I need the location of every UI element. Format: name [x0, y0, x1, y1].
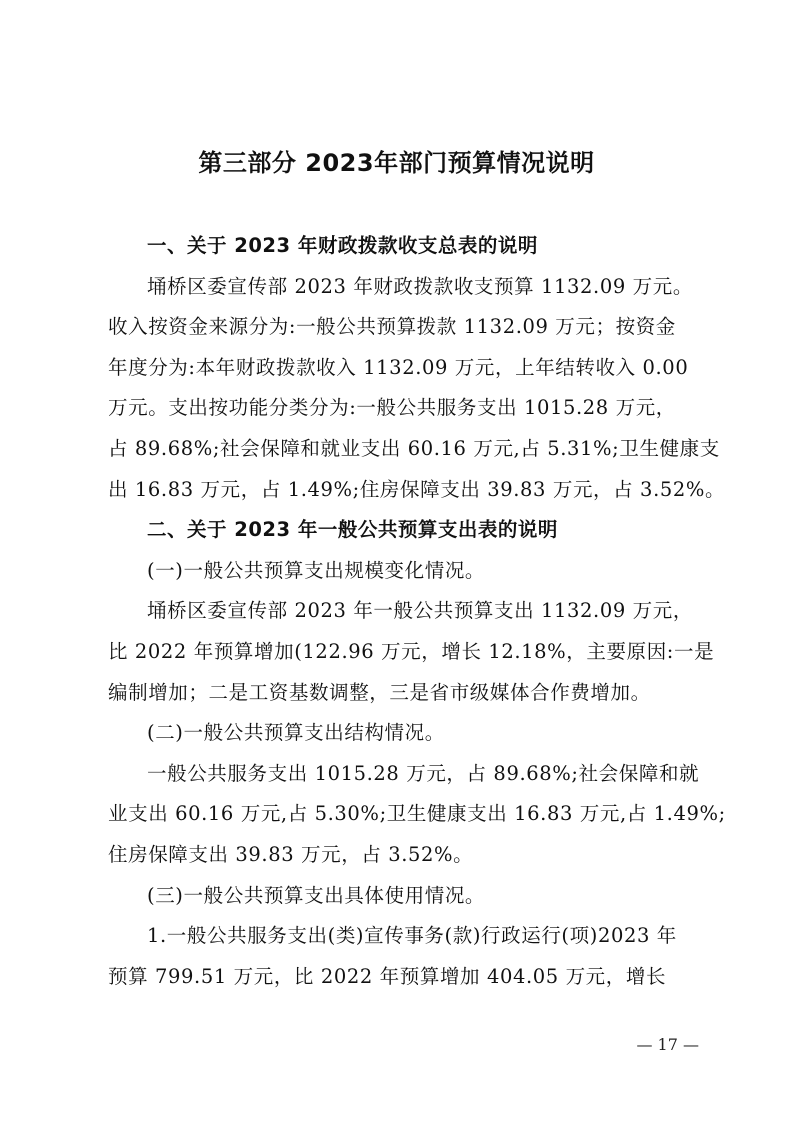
paragraph-line: 万元。支出按功能分类分为:一般公共服务支出 1015.28 万元， — [108, 396, 676, 420]
section-heading: 二、关于 2023 年一般公共预算支出表的说明 — [147, 518, 558, 542]
subsection-heading: (一)一般公共预算支出规模变化情况。 — [147, 558, 486, 582]
paragraph-line: 业支出 60.16 万元,占 5.30%;卫生健康支出 16.83 万元,占 1.49%; — [108, 802, 726, 826]
page-title: 第三部分 2023年部门预算情况说明 — [198, 149, 595, 177]
paragraph-line: 埇桥区委宣传部 2023 年一般公共预算支出 1132.09 万元， — [147, 599, 693, 623]
paragraph-line: 1.一般公共服务支出(类)宣传事务(款)行政运行(项)2023 年 — [147, 924, 677, 948]
paragraph-line: 比 2022 年预算增加(122.96 万元，增长 12.18%，主要原因:一是 — [108, 639, 715, 663]
paragraph-line: 一般公共服务支出 1015.28 万元，占 89.68%;社会保障和就 — [147, 761, 700, 785]
page-number: — 17 — — [636, 1035, 699, 1054]
paragraph-line: 收入按资金来源分为:一般公共预算拨款 1132.09 万元；按资金 — [108, 315, 676, 339]
paragraph-line: 埇桥区委宣传部 2023 年财政拨款收支预算 1132.09 万元。 — [147, 274, 693, 298]
paragraph-line: 预算 799.51 万元，比 2022 年预算增加 404.05 万元，增长 — [108, 964, 667, 988]
paragraph-line: 出 16.83 万元，占 1.49%;住房保障支出 39.83 万元，占 3.52%。 — [108, 477, 726, 501]
paragraph-line: 编制增加；二是工资基数调整，三是省市级媒体合作费增加。 — [108, 680, 651, 704]
document-body — [108, 226, 726, 997]
paragraph-line: 占 89.68%;社会保障和就业支出 60.16 万元,占 5.31%;卫生健康支 — [108, 436, 720, 460]
paragraph-line: 住房保障支出 39.83 万元，占 3.52%。 — [108, 842, 474, 866]
subsection-heading: (三)一般公共预算支出具体使用情况。 — [147, 883, 486, 907]
section-heading: 一、关于 2023 年财政拨款收支总表的说明 — [147, 234, 538, 257]
subsection-heading: (二)一般公共预算支出结构情况。 — [147, 721, 445, 745]
paragraph-line: 年度分为:本年财政拨款收入 1132.09 万元，上年结转收入 0.00 — [108, 355, 689, 379]
